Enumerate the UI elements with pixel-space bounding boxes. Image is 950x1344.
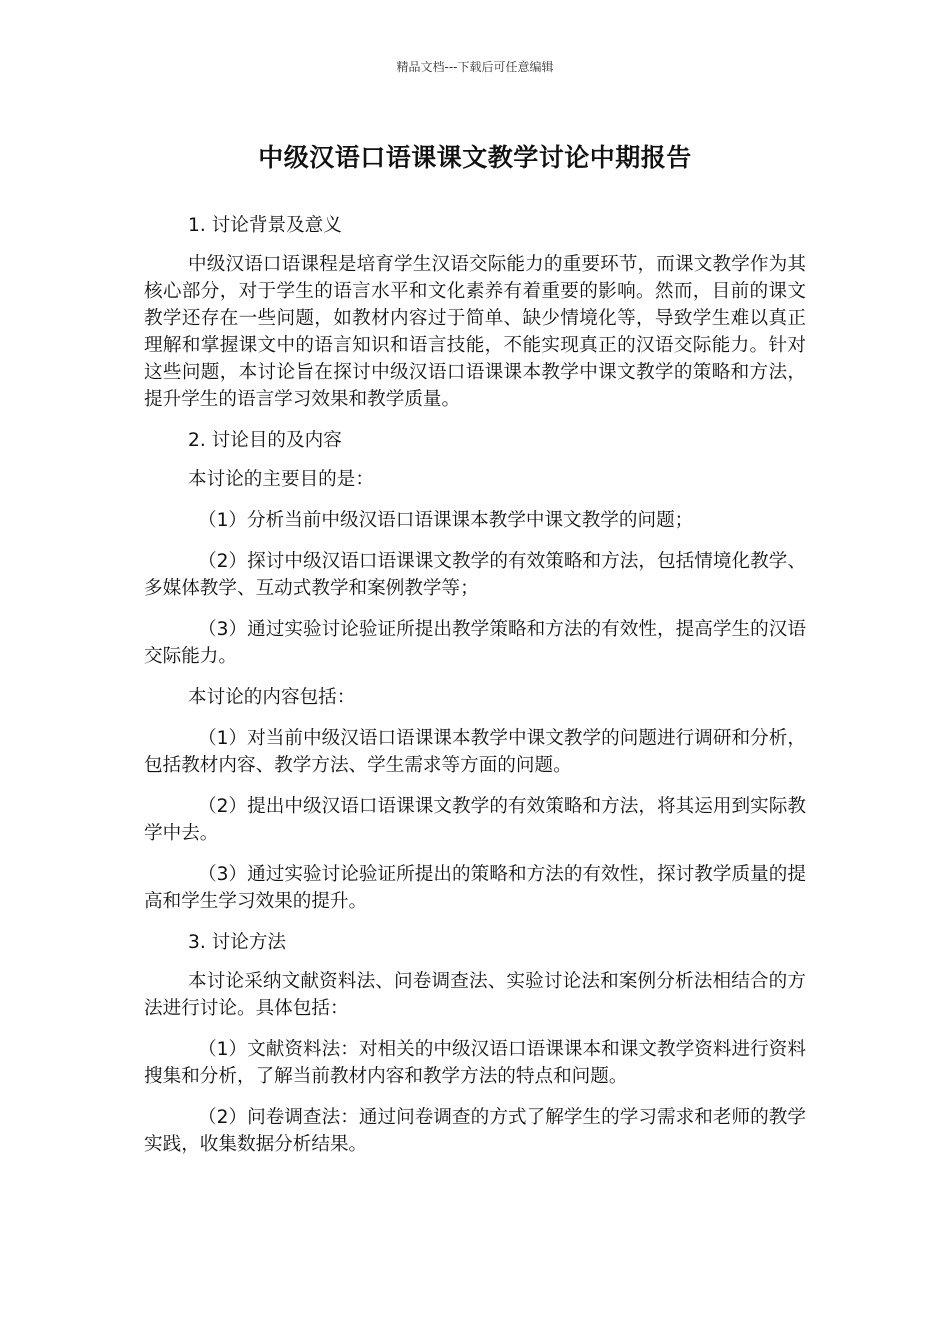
section-heading-methods: 3. 讨论方法: [188, 932, 287, 953]
goal-item-3: （3）通过实验讨论验证所提出教学策略和方法的有效性，提高学生的汉语交际能力。: [144, 619, 806, 667]
methods-paragraph: 本讨论采纳文献资料法、问卷调查法、实验讨论法和案例分析法相结合的方法进行讨论。具体包括：: [144, 971, 806, 1019]
section-heading-background: 1. 讨论背景及意义: [188, 215, 342, 236]
method-item-1: （1）文献资料法：对相关的中级汉语口语课课本和课文教学资料进行资料搜集和分析，了解当前教材内容和教学方法的特点和问题。: [144, 1039, 806, 1087]
goal-item-1: （1）分析当前中级汉语口语课课本教学中课文教学的问题；: [198, 510, 694, 531]
background-paragraph: 中级汉语口语课程是培育学生汉语交际能力的重要环节，而课文教学作为其核心部分，对于学生的语言水平和文化素养有着重要的影响。然而，目前的课文教学还存在一些问题，如教材内容过于简单、缺少情境化等，导致学生难以真正理解和掌握课文中的语言知识和语言技能，不能实现真正的汉语交际能力。针对这些问题，本讨论旨在探讨中级汉语口语课课本教学中课文教学的策略和方法，提升学生的语言学习效果和教学质量。: [144, 254, 806, 410]
content-item-3: （3）通过实验讨论验证所提出的策略和方法的有效性，探讨教学质量的提高和学生学习效果的提升。: [144, 864, 806, 912]
content-lead: 本讨论的内容包括：: [188, 687, 356, 708]
header-note: 精品文档---下载后可任意编辑: [396, 60, 554, 74]
document-title: 中级汉语口语课课文教学讨论中期报告: [258, 143, 692, 172]
document-body: [144, 212, 806, 1172]
section-heading-goals: 2. 讨论目的及内容: [188, 430, 342, 451]
goal-item-2: （2）探讨中级汉语口语课课文教学的有效策略和方法，包括情境化教学、多媒体教学、互动式教学和案例教学等；: [144, 551, 806, 599]
content-item-1: （1）对当前中级汉语口语课课本教学中课文教学的问题进行调研和分析，包括教材内容、教学方法、学生需求等方面的问题。: [144, 728, 806, 776]
goals-lead: 本讨论的主要目的是：: [188, 469, 374, 490]
method-item-2: （2）问卷调查法：通过问卷调查的方式了解学生的学习需求和老师的教学实践，收集数据分析结果。: [144, 1107, 806, 1155]
content-item-2: （2）提出中级汉语口语课课文教学的有效策略和方法，将其运用到实际教学中去。: [144, 796, 806, 844]
